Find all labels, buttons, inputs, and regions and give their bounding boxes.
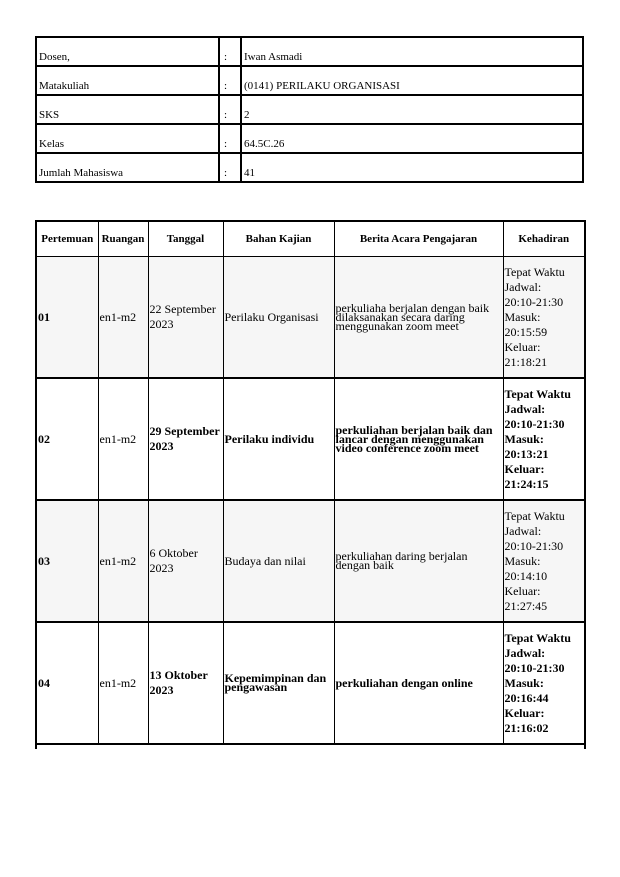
kehadiran-status: Tepat Waktu (504, 386, 571, 401)
schedule-table (35, 220, 586, 749)
schedule-header-row (36, 221, 585, 257)
kehadiran-status: Tepat Waktu (504, 508, 565, 523)
info-label: Dosen, (36, 37, 219, 66)
ruangan-cell: en1-m2 (98, 378, 148, 500)
kehadiran-jadwal-value: 20:10-21:30 (504, 294, 564, 309)
kehadiran-keluar-value: 21:18:21 (504, 354, 548, 369)
info-row-matakuliah (36, 66, 583, 95)
kehadiran-keluar-value: 21:27:45 (504, 598, 548, 613)
info-row-jumlah-mahasiswa (36, 153, 583, 182)
pertemuan-cell: 04 (36, 622, 98, 744)
kehadiran-keluar-label: Keluar: (504, 583, 541, 598)
kehadiran-keluar-label: Keluar: (504, 339, 541, 354)
kehadiran-jadwal-label: Jadwal: (504, 523, 542, 538)
pertemuan-cell: 01 (36, 257, 98, 379)
table-row (36, 622, 585, 744)
berita-acara-cell: perkuliahan daring berjalan dengan baik (334, 500, 503, 622)
kehadiran-masuk-value: 20:16:44 (504, 690, 549, 705)
info-value: 41 (241, 153, 583, 182)
info-value: (0141) PERILAKU ORGANISASI (241, 66, 583, 95)
info-row-sks (36, 95, 583, 124)
ruangan-cell: en1-m2 (98, 500, 148, 622)
info-label: Kelas (36, 124, 219, 153)
kehadiran-masuk-label: Masuk: (504, 309, 541, 324)
kehadiran-jadwal-label: Jadwal: (504, 645, 546, 660)
kehadiran-status: Tepat Waktu (504, 264, 565, 279)
berita-acara-cell: perkuliaha berjalan dengan baik dilaksanakan secara daring menggunakan zoom meet (334, 257, 503, 379)
kehadiran-jadwal-label: Jadwal: (504, 401, 546, 416)
info-label: Jumlah Mahasiswa (36, 153, 219, 182)
bahan-kajian-cell: Kepemimpinan dan pengawasan (223, 622, 334, 744)
header-berita-acara: Berita Acara Pengajaran (334, 221, 503, 257)
pertemuan-cell: 03 (36, 500, 98, 622)
kehadiran-keluar-label: Keluar: (504, 705, 545, 720)
info-colon: : (219, 37, 241, 66)
kehadiran-jadwal-value: 20:10-21:30 (504, 416, 565, 431)
table-row (36, 500, 585, 622)
kehadiran-keluar-value: 21:16:02 (504, 720, 549, 735)
info-value: 64.5C.26 (241, 124, 583, 153)
info-label: Matakuliah (36, 66, 219, 95)
ruangan-cell: en1-m2 (98, 257, 148, 379)
tanggal-cell: 13 Oktober 2023 (148, 622, 223, 744)
berita-acara-cell: perkuliahan dengan online (334, 622, 503, 744)
continuation-left (36, 744, 503, 749)
kehadiran-jadwal-value: 20:10-21:30 (504, 538, 564, 553)
kehadiran-cell (503, 500, 585, 622)
bahan-kajian-cell: Perilaku individu (223, 378, 334, 500)
kehadiran-masuk-label: Masuk: (504, 431, 544, 446)
header-bahan-kajian: Bahan Kajian (223, 221, 334, 257)
kehadiran-jadwal-value: 20:10-21:30 (504, 660, 565, 675)
kehadiran-status: Tepat Waktu (504, 630, 571, 645)
tanggal-cell: 6 Oktober 2023 (148, 500, 223, 622)
info-colon: : (219, 66, 241, 95)
bahan-kajian-cell: Budaya dan nilai (223, 500, 334, 622)
info-row-kelas (36, 124, 583, 153)
info-value: 2 (241, 95, 583, 124)
kehadiran-keluar-label: Keluar: (504, 461, 545, 476)
info-row-dosen (36, 37, 583, 66)
header-ruangan: Ruangan (98, 221, 148, 257)
header-tanggal: Tanggal (148, 221, 223, 257)
bahan-kajian-cell: Perilaku Organisasi (223, 257, 334, 379)
table-row (36, 378, 585, 500)
header-kehadiran: Kehadiran (503, 221, 585, 257)
kehadiran-keluar-value: 21:24:15 (504, 476, 549, 491)
pertemuan-cell: 02 (36, 378, 98, 500)
tanggal-cell: 22 September 2023 (148, 257, 223, 379)
kehadiran-cell (503, 257, 585, 379)
table-row (36, 257, 585, 379)
kehadiran-jadwal-label: Jadwal: (504, 279, 542, 294)
kehadiran-masuk-label: Masuk: (504, 675, 544, 690)
ruangan-cell: en1-m2 (98, 622, 148, 744)
kehadiran-cell (503, 378, 585, 500)
info-colon: : (219, 153, 241, 182)
header-pertemuan: Pertemuan (36, 221, 98, 257)
info-label: SKS (36, 95, 219, 124)
kehadiran-cell (503, 622, 585, 744)
kehadiran-masuk-value: 20:13:21 (504, 446, 549, 461)
kehadiran-masuk-value: 20:15:59 (504, 324, 548, 339)
info-value: Iwan Asmadi (241, 37, 583, 66)
table-continuation (36, 744, 585, 749)
tanggal-cell: 29 September 2023 (148, 378, 223, 500)
info-colon: : (219, 124, 241, 153)
berita-acara-cell: perkuliahan berjalan baik dan lancar dengan menggunakan video conference zoom meet (334, 378, 503, 500)
kehadiran-masuk-value: 20:14:10 (504, 568, 548, 583)
course-info-table (35, 36, 584, 183)
info-colon: : (219, 95, 241, 124)
kehadiran-masuk-label: Masuk: (504, 553, 541, 568)
continuation-right (503, 744, 585, 749)
